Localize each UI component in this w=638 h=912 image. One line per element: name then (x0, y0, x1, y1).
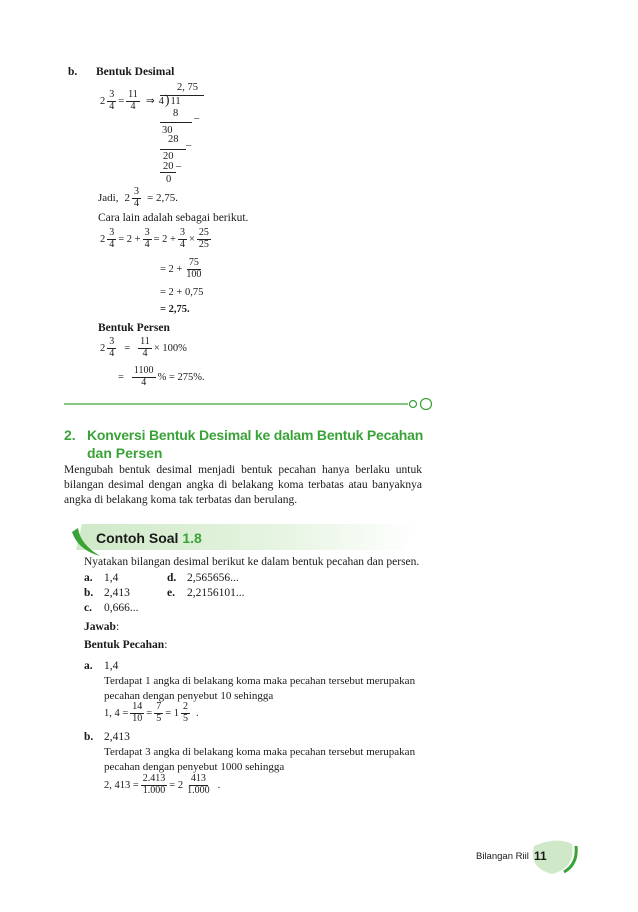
whole-number: 2 (100, 95, 106, 107)
persen-line-1: 2 $\frac{3}{4}$ = $\frac{11}{4}$ × 100% (100, 336, 187, 359)
section-number: 2. (64, 427, 76, 443)
contoh-soal-label: Contoh Soal 1.8 (96, 530, 202, 546)
step-30: 30 (162, 125, 173, 136)
step-28: 28 (168, 134, 179, 145)
bentuk-pecahan-label: Bentuk Pecahan: (84, 639, 168, 651)
item-e-value: 2,2156101... (187, 587, 245, 599)
bentuk-desimal-heading: Bentuk Desimal (96, 66, 175, 78)
mixed-to-improper: 2 $\frac{3}{4}$ = $\frac{11}{4}$ ⇒ 4 ) 11 (100, 89, 181, 112)
persen-line-2: = $\frac{1100}{4}$ % = 275%. (118, 365, 205, 388)
step-20b: 20 (163, 161, 174, 172)
item-a-value: 1,4 (104, 572, 119, 584)
section-paragraph: Mengubah bentuk desimal menjadi bentuk pecahan hanya berlaku untuk bilangan desimal dengan angka di belakang koma terbatas atau banyaknya angka di belakang koma tak terbatas dan berulang. (64, 464, 422, 506)
item-d-value: 2,565656... (187, 572, 239, 584)
item-e-label: e. (167, 587, 175, 599)
contoh-number: 1.8 (182, 530, 202, 546)
step-0: 0 (166, 174, 172, 185)
item-b-label: b. (68, 66, 78, 78)
section-title-line2: dan Persen (87, 445, 163, 461)
fraction-3-4: $\frac{3}{4}$ (109, 89, 115, 112)
answer-b-text1: Terdapat 3 angka di belakang koma maka pecahan tersebut merupakan (104, 746, 416, 758)
alt-line-3: = 2 + 0,75 (160, 287, 204, 298)
answer-a-math: 1, 4 = $\frac{14}{10}$ = $\frac{7}{5}$ = 1 $\frac{2}{5}$ . (104, 701, 199, 724)
alt-line-2: = 2 + $\frac{75}{100}$ (160, 257, 202, 280)
alt-line-4: = 2,75. (160, 304, 190, 315)
page-number: 11 (534, 849, 547, 863)
quotient: 2, 75 (177, 82, 198, 93)
item-c-value: 0,666... (104, 602, 139, 614)
chapter-name: Bilangan Riil (476, 851, 529, 862)
answer-a-text1: Terdapat 1 angka di belakang koma maka pecahan tersebut merupakan (104, 675, 416, 687)
alt-line-1: 2 $\frac{3}{4}$ = 2 + $\frac{3}{4}$ = 2 + $\frac{3}{4}$ × $\frac{25}{25}$ (100, 227, 209, 250)
jadi-line: Jadi, 2 $\frac{3}{4}$ = 2,75. (98, 186, 178, 209)
item-b-value: 2,413 (104, 587, 130, 599)
fraction-11-4: $\frac{11}{4}$ (128, 89, 138, 112)
item-b-label: b. (84, 587, 94, 599)
answer-a-text2: pecahan dengan penyebut 10 sehingga (104, 690, 274, 702)
contoh-instruction: Nyatakan bilangan desimal berikut ke dalam bentuk pecahan dan persen. (84, 556, 420, 568)
jawab-label: Jawab: (84, 621, 120, 633)
step-8: 8 (173, 108, 179, 119)
step-20a: 20 (163, 151, 174, 162)
dividend: 11 (170, 95, 181, 107)
answer-a-value: 1,4 (104, 660, 119, 672)
item-c-label: c. (84, 602, 92, 614)
answer-b-math: 2, 413 = $\frac{2.413}{1.000}$ = 2 $\frac{413}{1.000}$ . (104, 773, 221, 796)
section-divider (64, 396, 434, 412)
answer-b-label: b. (84, 731, 94, 743)
answer-b-value: 2,413 (104, 731, 130, 743)
answer-b-text2: pecahan dengan penyebut 1000 sehingga (104, 761, 285, 773)
item-a-label: a. (84, 572, 93, 584)
section-title-line1: Konversi Bentuk Desimal ke dalam Bentuk Pecahan (87, 427, 424, 443)
cara-lain-text: Cara lain adalah sebagai berikut. (98, 212, 249, 224)
bentuk-persen-heading: Bentuk Persen (98, 322, 170, 334)
answer-a-label: a. (84, 660, 93, 672)
item-d-label: d. (167, 572, 177, 584)
